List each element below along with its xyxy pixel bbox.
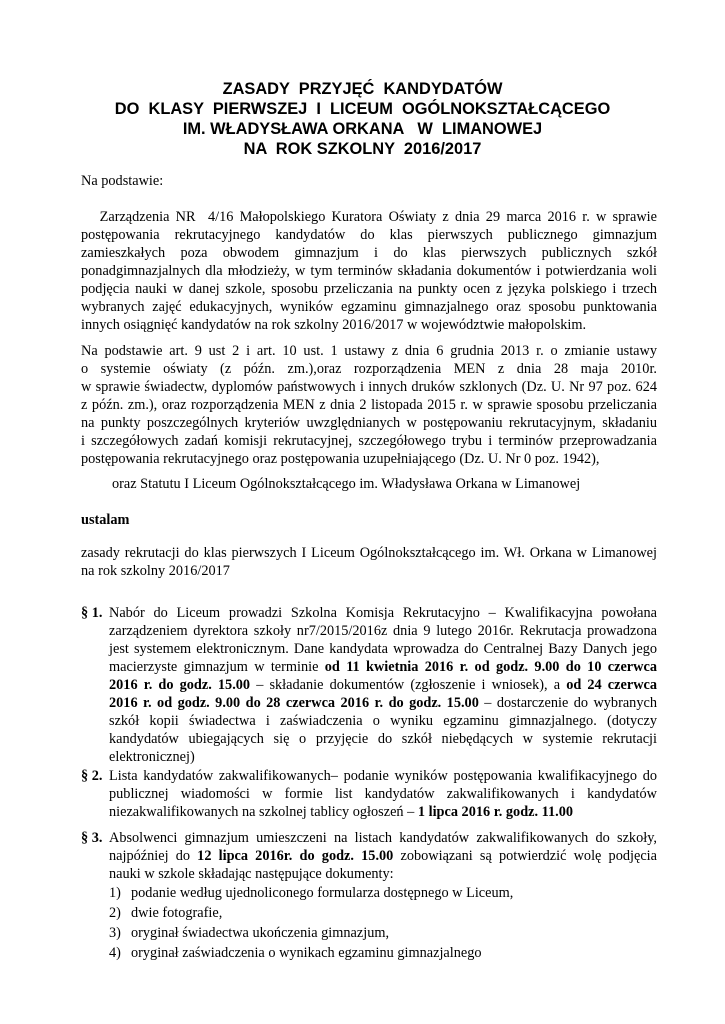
section-number: § 3. [81,830,103,846]
section-line: elektronicznej) [109,749,195,765]
section-number: § 1. [81,605,103,621]
section-line: Absolwenci gimnazjum umieszczeni na listach kandydatów zakwalifikowanych do szkoły, [109,830,657,846]
paragraph-line: innych osiągnięć kandydatów na rok szkolny 2016/2017 w województwie małopolskim. [81,317,587,333]
paragraph-line: na rok szkolny 2016/2017 [81,563,230,579]
title-line-4: NA ROK SZKOLNY 2016/2017 [243,140,482,158]
document-title [90,79,635,159]
section-line: Lista kandydatów zakwalifikowanych– podanie wyników postępowania kwalifikacyjnego do [109,768,657,784]
section-line: kandydatów ubiegających się o przyjęcie do szkół niebędących w systemie rekrutacji [109,731,657,747]
section-number: § 2. [81,768,103,784]
section-line: szkół kopii świadectwa i zaświadczenia o wyniku egzaminu gimnazjalnego. (dotyczy [109,713,657,729]
paragraph-line: zamieszkałych poza obwodem gimnazjum i do klas pierwszych publicznych szkół [81,245,657,261]
paragraph-zasady [81,544,657,580]
section-line: 2016 r. do godz. 15.00 – składanie dokumentów (zgłoszenie i wniosek), a od 24 czerwca [109,677,658,693]
paragraph-ustawa [81,342,657,468]
section-line: niezakwalifikowanych na szkolnej tablicy ogłoszeń – 1 lipca 2016 r. godz. 11.00 [109,804,574,820]
list-item: 2) dwie fotografie, [109,905,223,921]
documents-list [109,884,657,964]
title-line-2: DO KLASY PIERWSZEJ I LICEUM OGÓLNOKSZTAŁCĄCEGO [114,100,611,118]
paragraph-zarzadzenie [81,208,657,334]
list-item: 4) oryginał zaświadczenia o wynikach egzaminu gimnazjalnego [109,945,482,961]
paragraph-line: podjęcia nauki w danej szkole, sposobu przeliczania na punkty ocen z języka polskiego i trzech [81,281,657,297]
paragraph-line: z późn. zm.), oraz rozporządzenia MEN z dnia 2 listopada 2015 r. w sprawie sposobu przeliczania [81,397,657,413]
paragraph-line: zasady rekrutacji do klas pierwszych I Liceum Ogólnokształcącego im. Wł. Orkana w Limanowej [81,545,657,561]
list-item: 3) oryginał świadectwa ukończenia gimnazjum, [109,925,390,941]
title-line-3: IM. WŁADYSŁAWA ORKANA W LIMANOWEJ [182,120,543,138]
paragraph-line: o systemie oświaty (z późn. zm.),oraz rozporządzenia MEN z dnia 28 maja 2010r. [81,361,657,377]
paragraph-line: Na podstawie art. 9 ust 2 i art. 10 ust. 1 ustawy z dnia 6 grudnia 2013 r. o zmianie ustawy [81,343,657,359]
paragraph-line: w sprawie świadectw, dyplomów państwowych i innych druków szklonych (Dz. U. Nr 97 poz. 624 [81,379,657,395]
paragraph-line: i szczegółowych zadań komisji rekrutacyjnej, szczegółowego trybu i terminów przeprowadzania [81,433,657,449]
paragraph-line: postępowania rekrutacyjnego kandydatów do klas pierwszych publicznego gimnazjum [81,227,657,243]
section-line: Nabór do Liceum prowadzi Szkolna Komisja Rekrutacyjno – Kwalifikacyjna powołana [109,605,657,621]
section-line: zarządzeniem dyrektora szkoły nr7/2015/2016z dnia 9 lutego 2016r. Rekrutacja prowadzona [109,623,657,639]
paragraph-line: na punkty poszczególnych kryteriów uwzględnianych w postępowaniu rekrutacyjnym, składaniu [81,415,657,431]
paragraph-line: postępowania rekrutacyjnego oraz postępowania uzupełniającego (Dz. U. Nr 0 poz. 1942), [81,451,600,467]
ustalam-heading: ustalam [81,512,130,528]
list-item: 1) podanie według ujednoliconego formularza dostępnego w Liceum, [109,885,514,901]
legal-basis-intro: Na podstawie: [81,173,164,189]
section-line: macierzyste gimnazjum w terminie od 11 kwietnia 2016 r. od godz. 9.00 do 10 czerwca [109,659,657,675]
section-line: 2016 r. od godz. 9.00 do 28 czerwca 2016 r. do godz. 15.00 – dostarczenie do wybranych [109,695,657,711]
paragraph-line: Zarządzenia NR 4/16 Małopolskiego Kuratora Oświaty z dnia 29 marca 2016 r. w sprawie [81,209,657,225]
section-line: najpóźniej do 12 lipca 2016r. do godz. 15.00 zobowiązani są potwierdzić wolę podjęcia [109,848,657,864]
section-line: publicznej wiadomości w formie list kandydatów zakwalifikowanych i kandydatów [109,786,657,802]
section-line: nauki w szkole składając następujące dokumenty: [109,866,394,882]
paragraph-line: ponadgimnazjalnych dla młodzieży, w tym terminów składania dokumentów i potwierdzania woli [81,263,657,279]
title-line-1: ZASADY PRZYJĘĆ KANDYDATÓW [222,80,503,98]
statute-line: oraz Statutu I Liceum Ogólnokształcącego im. Władysława Orkana w Limanowej [112,476,581,492]
section-line: jest systemem elektronicznym. Dane kandydata wprowadza do Centralnej Bazy Danych jego [109,641,657,657]
paragraph-line: wybranych zajęć edukacyjnych, wyników egzaminu gimnazjalnego oraz sposobu punktowania [81,299,657,315]
